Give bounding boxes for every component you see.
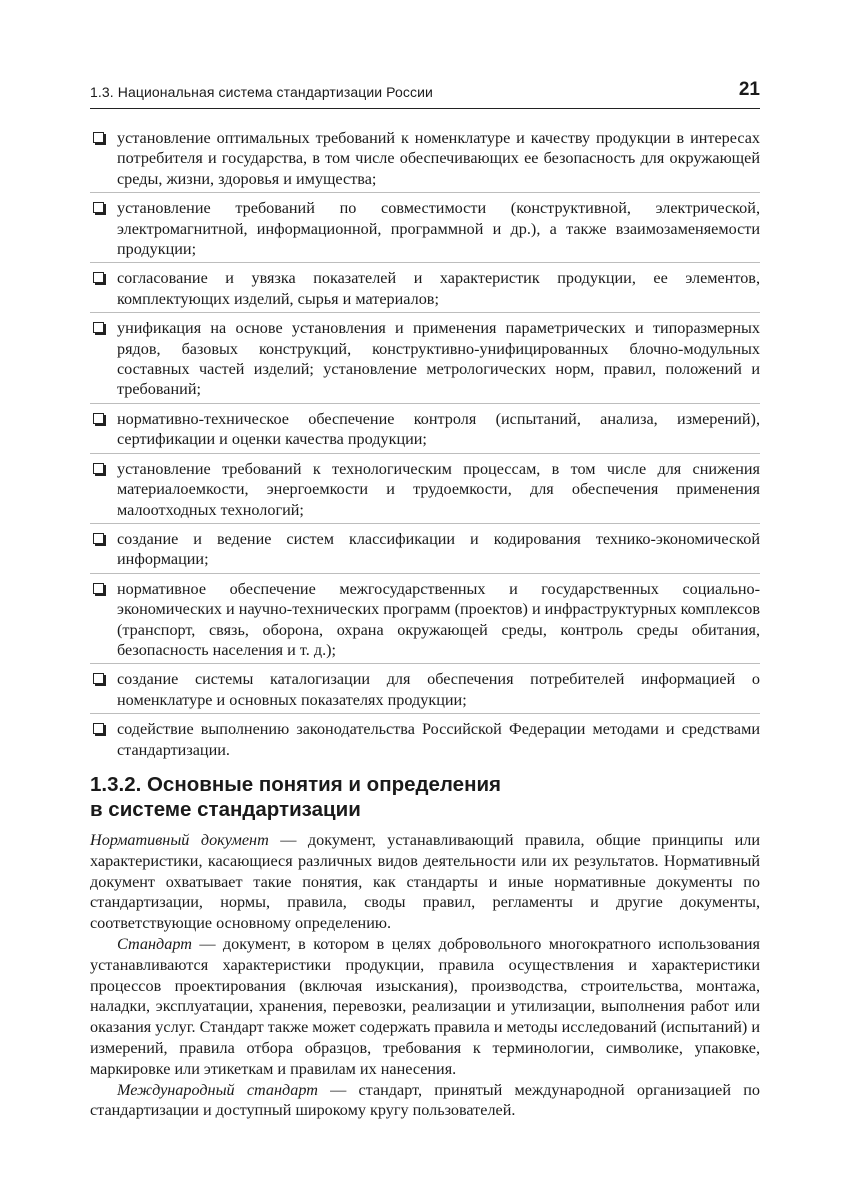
- checkbox-bullet-icon: [93, 202, 104, 213]
- list-item-text: нормативное обеспечение межгосударственных и государственных социально-экономических и научно-технических программ (проектов) и инфраструктурных комплексов (транспорт, связь, оборона, охрана окружающей среды, контроль среды обитания, безопасность населения и т. д.);: [117, 579, 760, 659]
- bullet-list: [90, 128, 760, 768]
- checkbox-bullet-icon: [93, 673, 104, 684]
- list-item: [90, 579, 760, 665]
- list-item-text: создание системы каталогизации для обеспечения потребителей информацией о номенклатуре и основных показателях продукции;: [117, 670, 760, 709]
- list-item-text: унификация на основе установления и применения параметрических и типоразмерных рядов, базовых конструкций, конструктивно-унифицированных блочно-модульных составных частей изделий; установление метрологических норм, правил, положений и требований;: [117, 319, 760, 399]
- definition-term: Международный стандарт: [117, 1080, 318, 1099]
- definition-paragraph: [90, 934, 760, 1080]
- checkbox-bullet-icon: [93, 723, 104, 734]
- checkbox-bullet-icon: [93, 132, 104, 143]
- list-item: [90, 459, 760, 524]
- list-item: [90, 128, 760, 193]
- definition-text: — стандарт, принятый международной организацией по стандартизации и доступный широкому кругу пользователей.: [90, 1080, 760, 1120]
- running-title: 1.3. Национальная система стандартизации России: [90, 84, 433, 100]
- list-item: [90, 719, 760, 763]
- checkbox-bullet-icon: [93, 272, 104, 283]
- definition-term: Стандарт: [117, 934, 192, 953]
- list-item-text: установление оптимальных требований к номенклатуре и качеству продукции в интересах потребителя и государства, в том числе обеспечивающих ее безопасность для окружающей среды, жизни, здоровья и имущества;: [117, 129, 760, 188]
- list-item: [90, 669, 760, 714]
- definition-paragraph: [90, 1080, 760, 1122]
- list-item-text: создание и ведение систем классификации и кодирования технико-экономической информации;: [117, 529, 760, 569]
- definition-paragraph: [90, 830, 760, 934]
- definition-text: — документ, в котором в целях добровольного многократного использования устанавливаются характеристики продукции, правила осуществления и характеристики процессов проектирования (включая изыскания), производства, строительства, монтажа, наладки, эксплуатации, хранения, перевозки, реализации и утилизации, выполнения работ или оказания услуг. Стандарт также может содержать правила и методы исследований (испытаний) и измерений, правила отбора образцов, требования к терминологии, символике, упаковке, маркировке или этикеткам и правилам их нанесения.: [90, 934, 761, 1078]
- page-number: 21: [738, 79, 760, 100]
- section-heading: [90, 772, 760, 822]
- checkbox-bullet-icon: [93, 533, 104, 544]
- list-item-text: нормативно-техническое обеспечение контроля (испытаний, анализа, измерений), сертификации и оценки качества продукции;: [117, 409, 760, 449]
- list-item: [90, 318, 760, 404]
- list-item: [90, 409, 760, 454]
- definitions-body: [90, 830, 760, 1121]
- checkbox-bullet-icon: [93, 583, 104, 594]
- definition-term: Нормативный документ: [90, 831, 269, 849]
- definition-text: — документ, устанавливающий правила, общие принципы или характеристики, касающиеся различных видов деятельности или их результатов. Нормативный документ охватывает такие понятия, как стандарты и иные нормативные документы по стандартизации, нормы, правила, своды правил, регламенты и другие документы, соответствующие основному определению.: [90, 831, 761, 933]
- checkbox-bullet-icon: [93, 463, 104, 474]
- list-item: [90, 268, 760, 313]
- list-item-text: содействие выполнению законодательства Российской Федерации методами и средствами стандартизации.: [117, 720, 760, 759]
- page-header: [90, 78, 760, 109]
- section-heading-line-1: 1.3.2. Основные понятия и определения: [90, 773, 502, 796]
- list-item: [90, 198, 760, 263]
- list-item-text: установление требований по совместимости (конструктивной, электрической, электромагнитной, информационной, программной и др.), а также взаимозаменяемости продукции;: [117, 199, 760, 259]
- list-item: [90, 529, 760, 574]
- section-heading-line-2: в системе стандартизации: [90, 798, 361, 821]
- list-item-text: установление требований к технологическим процессам, в том числе для снижения материалоемкости, энергоемкости и трудоемкости, для обеспечения применения малоотходных технологий;: [117, 459, 760, 519]
- checkbox-bullet-icon: [93, 322, 104, 333]
- list-item-text: согласование и увязка показателей и характеристик продукции, ее элементов, комплектующих изделий, сырья и материалов;: [117, 269, 760, 308]
- checkbox-bullet-icon: [93, 413, 104, 424]
